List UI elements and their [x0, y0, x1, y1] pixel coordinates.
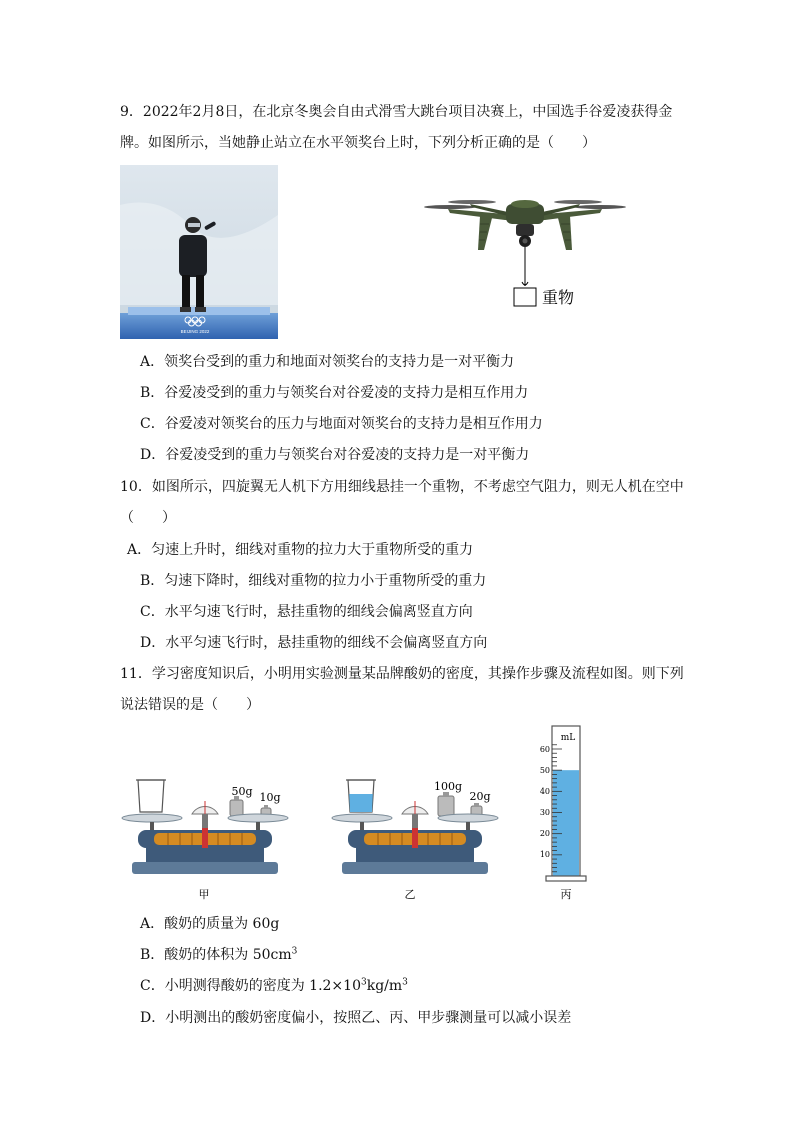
- q9-stem-line1: 9．2022年2月8日，在北京冬奥会自由式滑雪大跳台项目决赛上，中国选手谷爱凌获得金: [120, 104, 673, 120]
- balance-figure-yi: [328, 770, 508, 905]
- cylinder-unit: mL: [560, 733, 576, 743]
- q11-option-b[interactable]: [140, 945, 297, 965]
- cylinder-tick-label: 40: [539, 787, 550, 796]
- caption-jia: 甲: [198, 888, 210, 901]
- q11-option-c-sup2: 3: [402, 977, 408, 988]
- podium-photo: [120, 165, 278, 339]
- weight-block: [514, 288, 536, 306]
- weight-label-yi-1: 100g: [433, 780, 463, 793]
- weight-label-jia-1: 50g: [231, 785, 253, 798]
- q11-stem-line1: 11．学习密度知识后，小明用实验测量某品牌酸奶的密度，其操作步骤及流程如图。则下列: [120, 666, 684, 682]
- cylinder-tick-label: 10: [539, 850, 550, 859]
- q10-option-a[interactable]: A．匀速上升时，细线对重物的拉力大于重物所受的重力: [127, 542, 474, 558]
- cylinder-tick-label: 60: [539, 745, 550, 754]
- q9-option-a[interactable]: A．领奖台受到的重力和地面对领奖台的支持力是一对平衡力: [140, 354, 515, 370]
- q11-option-b-text: B．酸奶的体积为 50cm: [140, 947, 292, 963]
- q10-stem-line2: （ ）: [120, 510, 176, 526]
- q11-option-d[interactable]: D．小明测出的酸奶密度偏小，按照乙、丙、甲步骤测量可以减小误差: [140, 1010, 572, 1026]
- cylinder-figure-bing: [532, 722, 592, 907]
- q11-option-c-text: C．小明测得酸奶的密度为 1.2×10: [140, 978, 361, 994]
- cylinder-tick-label: 20: [539, 829, 550, 838]
- weight-label-yi-2: 20g: [469, 790, 491, 803]
- q9-option-c[interactable]: C．谷爱凌对领奖台的压力与地面对领奖台的支持力是相互作用力: [140, 416, 543, 432]
- drone-icon: [424, 200, 626, 250]
- q10-option-d[interactable]: D．水平匀速飞行时，悬挂重物的细线不会偏离竖直方向: [140, 635, 488, 651]
- caption-yi: 乙: [404, 888, 416, 901]
- caption-bing: 丙: [560, 888, 572, 901]
- q9-option-b[interactable]: B．谷爱凌受到的重力与领奖台对谷爱凌的支持力是相互作用力: [140, 385, 529, 401]
- graduated-cylinder-icon: [546, 726, 586, 881]
- q11-option-c-unit: kg/m: [366, 978, 403, 994]
- drone-figure: [420, 190, 630, 315]
- q11-option-c[interactable]: [140, 976, 408, 996]
- q11-stem-line2: 说法错误的是（ ）: [120, 697, 260, 713]
- balance-figure-jia: [118, 770, 298, 905]
- podium-text: BEIJING 2022: [180, 329, 210, 334]
- q9-option-d[interactable]: D．谷爱凌受到的重力与领奖台对谷爱凌的支持力是一对平衡力: [140, 447, 530, 463]
- cylinder-liquid: [553, 770, 579, 876]
- q11-option-c-sup1: 3: [360, 977, 367, 988]
- q9-stem-line2: 牌。如图所示，当她静止站立在水平领奖台上时，下列分析正确的是（ ）: [120, 135, 596, 151]
- weight-label: 重物: [542, 288, 575, 307]
- q10-stem-line1: 10．如图所示，四旋翼无人机下方用细线悬挂一个重物，不考虑空气阻力，则无人机在空中: [120, 479, 684, 495]
- q11-option-a[interactable]: A．酸奶的质量为 60g: [140, 916, 280, 932]
- q11-option-b-sup: 3: [291, 946, 298, 957]
- weight-label-jia-2: 10g: [259, 791, 281, 804]
- cylinder-tick-label: 50: [539, 766, 550, 775]
- q10-option-c[interactable]: C．水平匀速飞行时，悬挂重物的细线会偏离竖直方向: [140, 604, 473, 620]
- q10-option-b[interactable]: B．匀速下降时，细线对重物的拉力小于重物所受的重力: [140, 573, 487, 589]
- cylinder-tick-label: 30: [539, 808, 550, 817]
